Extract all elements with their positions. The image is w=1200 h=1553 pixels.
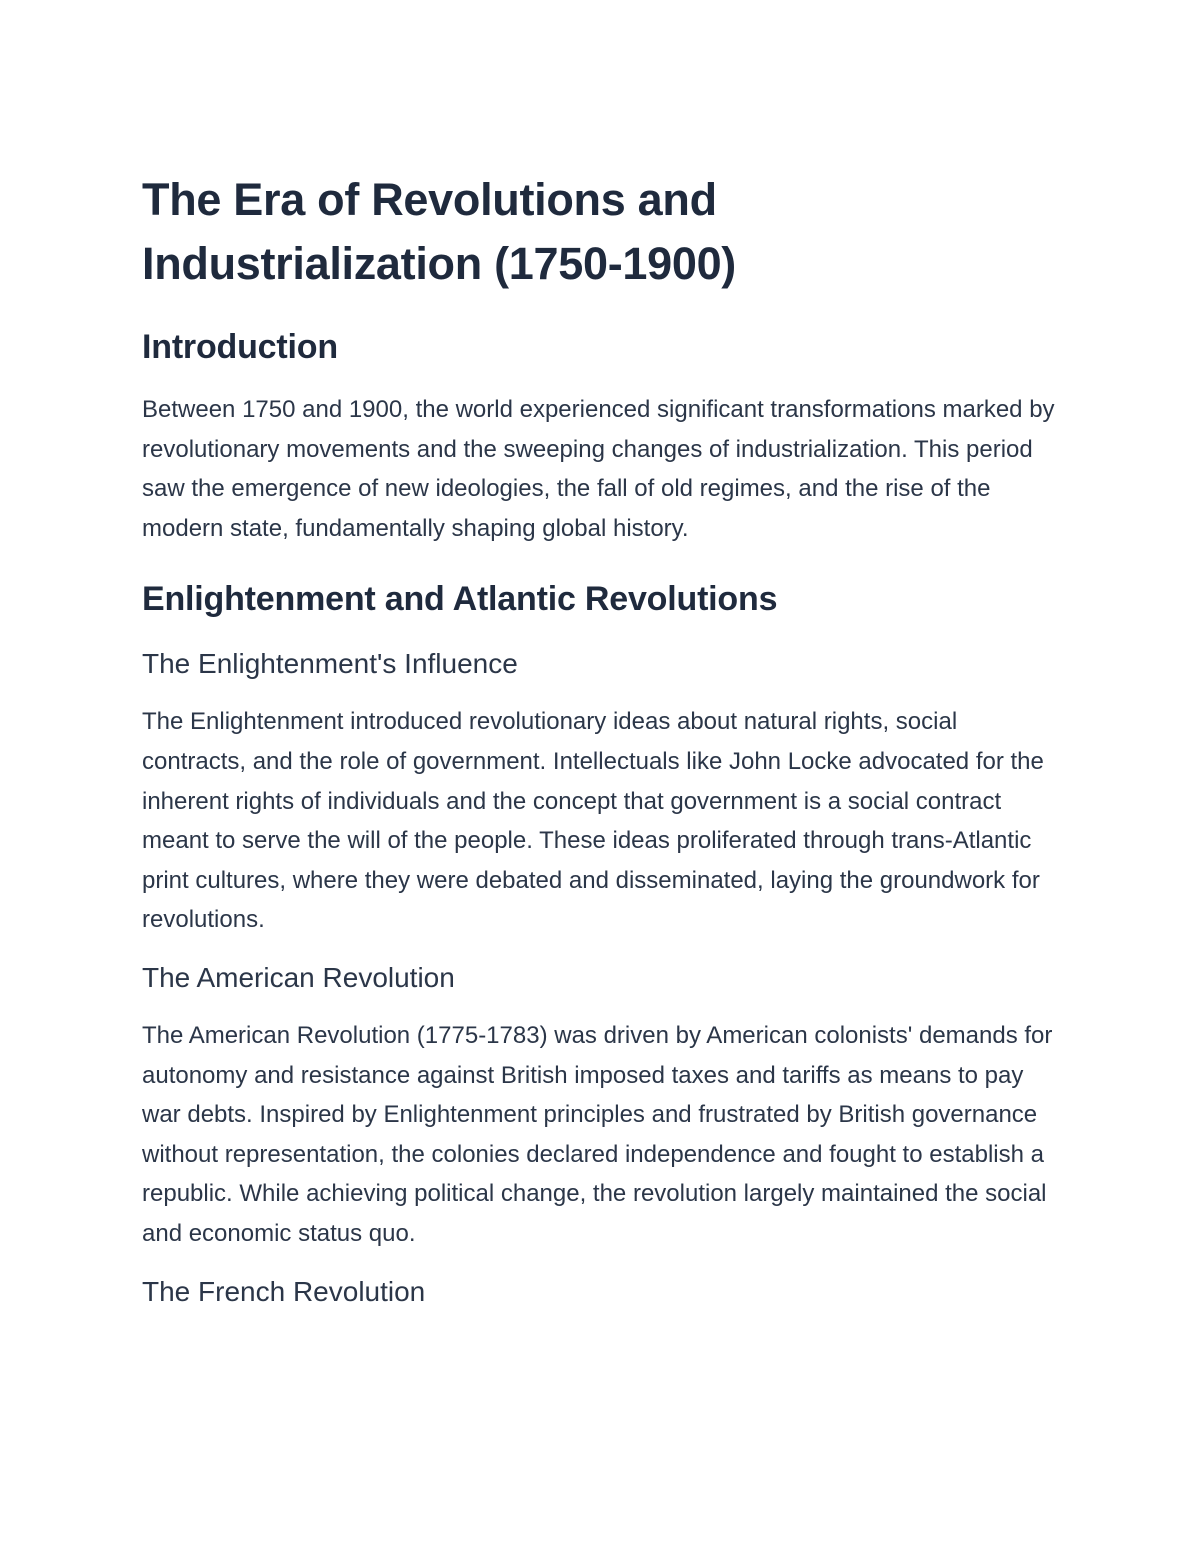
subsection-heading-enlightenment-influence: The Enlightenment's Influence [142,648,518,680]
subsection-heading-french-revolution: The French Revolution [142,1275,426,1307]
paragraph-american-revolution: The American Revolution (1775-1783) was driven by American colonists' demands for autonomy and resistance against British imposed taxes and tariffs as means to pay war debts. Inspired by Enlightenment principles and frustrated by British governance without representation, the colonies declared independence and fought to establish a republic. While achieving political change, the revolution largely maintained the social and economic status quo. [142,1021,1053,1247]
page-title: The Era of Revolutions and Industrialization (1750-1900) [142,174,736,289]
section-heading-introduction: Introduction [142,328,338,366]
paragraph-introduction: Between 1750 and 1900, the world experienced significant transformations marked by revolutionary movements and the sweeping changes of industrialization. This period saw the emergence of new ideologies, the fall of old regimes, and the rise of the modern state, fundamentally shaping global history. [142,396,1055,542]
document-page [142,168,1062,1310]
subsection-heading-american-revolution: The American Revolution [142,961,455,993]
section-heading-enlightenment: Enlightenment and Atlantic Revolutions [142,580,778,619]
paragraph-enlightenment-influence: The Enlightenment introduced revolutionary ideas about natural rights, social contracts, and the role of government. Intellectuals like John Locke advocated for the inherent rights of individuals and the concept that government is a social contract meant to serve the will of the people. These ideas proliferated through trans-Atlantic print cultures, where they were debated and disseminated, laying the groundwork for revolutions. [142,708,1044,934]
